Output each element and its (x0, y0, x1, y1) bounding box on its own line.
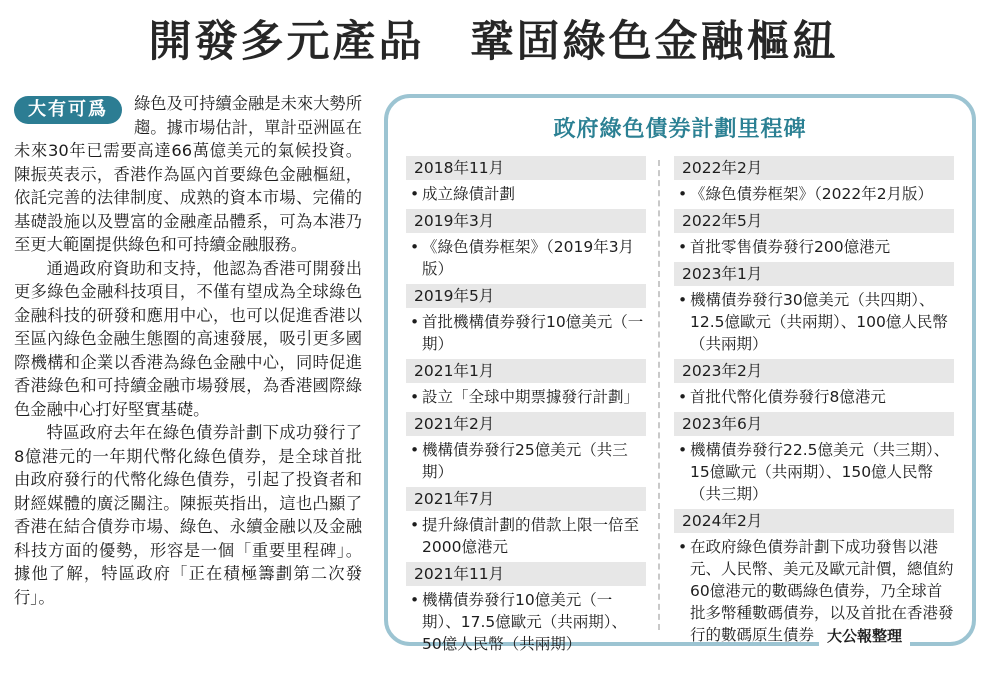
timeline-title: 政府綠色債券計劃里程碑 (553, 117, 807, 142)
milestone-date: 2022年5月 (674, 209, 954, 233)
milestone-desc: • 成立綠債計劃 (410, 185, 516, 203)
timeline-column-left (406, 156, 646, 659)
bullet-icon: • (410, 441, 420, 459)
milestone (674, 209, 954, 258)
timeline-column-right (674, 156, 954, 650)
milestone-desc: • 提升綠債計劃的借款上限一倍至2000億港元 (410, 516, 640, 556)
bullet-icon: • (410, 238, 420, 256)
milestone (674, 262, 954, 355)
bullet-icon: • (410, 388, 420, 406)
milestone (674, 156, 954, 205)
milestone (674, 412, 954, 505)
milestone-date: 2018年11月 (406, 156, 646, 180)
source-credit: 大公報整理 (819, 625, 910, 646)
milestone-desc: • 機構債券發行30億美元（共四期）、12.5億歐元（共兩期）、100億人民幣（共兩期） (678, 291, 948, 353)
milestone-date: 2021年2月 (406, 412, 646, 436)
milestone (406, 359, 646, 408)
milestone (674, 509, 954, 646)
milestone (406, 156, 646, 205)
milestone-desc: • 機構債券發行25億美元（共三期） (410, 441, 628, 481)
bullet-icon: • (410, 313, 420, 331)
page-title: 開發多元產品 鞏固綠色金融樞紐 (148, 17, 839, 67)
milestone-date: 2023年6月 (674, 412, 954, 436)
bullet-icon: • (678, 538, 688, 556)
milestone-date: 2019年5月 (406, 284, 646, 308)
milestone-desc: • 在政府綠色債券計劃下成功發售以港元、人民幣、美元及歐元計價，總值約60億港元的數碼綠色債券，乃全球首批多幣種數碼債券，以及首批在香港發行的數碼原生債券 (678, 538, 954, 644)
column-divider (658, 160, 660, 630)
milestone (406, 562, 646, 655)
milestone-desc: • 首批代幣化債券發行8億港元 (678, 388, 886, 406)
milestone-date: 2021年11月 (406, 562, 646, 586)
milestone-date: 2021年1月 (406, 359, 646, 383)
milestone-date: 2023年2月 (674, 359, 954, 383)
bullet-icon: • (678, 441, 688, 459)
milestone (406, 209, 646, 280)
milestone-date: 2023年1月 (674, 262, 954, 286)
milestone-desc: • 機構債券發行22.5億美元（共三期）、15億歐元（共兩期）、150億人民幣（共三期） (678, 441, 950, 503)
article-paragraph: 特區政府去年在綠色債券計劃下成功發行了8億港元的一年期代幣化綠色債券，是全球首批由政府發行的代幣化綠色債券，引起了投資者和財經媒體的廣泛關注。陳振英指出，這也凸顯了香港在結合債券市場、綠色、永續金融以及金融科技方面的優勢，形容是一個「重要里程碑」。據他了解，特區政府「正在積極籌劃第二次發行」。 (14, 423, 362, 607)
kicker-badge: 大有可爲 (14, 96, 122, 124)
milestone-date: 2024年2月 (674, 509, 954, 533)
bullet-icon: • (410, 591, 420, 609)
article-paragraph: 通過政府資助和支持，他認為香港可開發出更多綠色金融科技項目，不僅有望成為全球綠色金融科技的研發和應用中心，也可以促進香港以至區內綠色金融生態圈的高速發展，吸引更多國際機構和企業以香港為綠色金融中心，同時促進香港綠色和可持續金融市場發展，為香港國際綠色金融中心打好堅實基礎。 (14, 258, 362, 419)
bullet-icon: • (678, 291, 688, 309)
milestone-date: 2019年3月 (406, 209, 646, 233)
milestone-desc: • 《綠色債券框架》（2022年2月版） (678, 185, 934, 203)
milestone (406, 487, 646, 558)
bullet-icon: • (410, 185, 420, 203)
timeline-box (384, 94, 976, 653)
milestone (406, 412, 646, 483)
milestone-desc: • 首批零售債券發行200億港元 (678, 238, 891, 256)
bullet-icon: • (678, 238, 688, 256)
milestone-date: 2021年7月 (406, 487, 646, 511)
bullet-icon: • (678, 388, 688, 406)
milestone-desc: • 首批機構債券發行10億美元（一期） (410, 313, 644, 353)
milestone-date: 2022年2月 (674, 156, 954, 180)
bullet-icon: • (410, 516, 420, 534)
milestone-desc: • 《綠色債券框架》（2019年3月版） (410, 238, 635, 278)
bullet-icon: • (678, 185, 688, 203)
milestone-desc: • 機構債券發行10億美元（一期）、17.5億歐元（共兩期）、50億人民幣（共兩期） (410, 591, 628, 653)
milestone (674, 359, 954, 408)
article-paragraph: 大有可爲 綠色及可持續金融是未來大勢所趨。據市場估計，單計亞洲區在未來30年已需要高達66萬億美元的氣候投資。陳振英表示，香港作為區內首要綠色金融樞紐，依託完善的法律制度、成熟的資本市場、完備的基礎設施以及豐富的金融產品體系，可為本港乃至更大範圍提供綠色和可持續金融服務。 (14, 94, 362, 254)
article-body (14, 92, 362, 609)
milestone-desc: • 設立「全球中期票據發行計劃」 (410, 388, 640, 406)
milestone (406, 284, 646, 355)
